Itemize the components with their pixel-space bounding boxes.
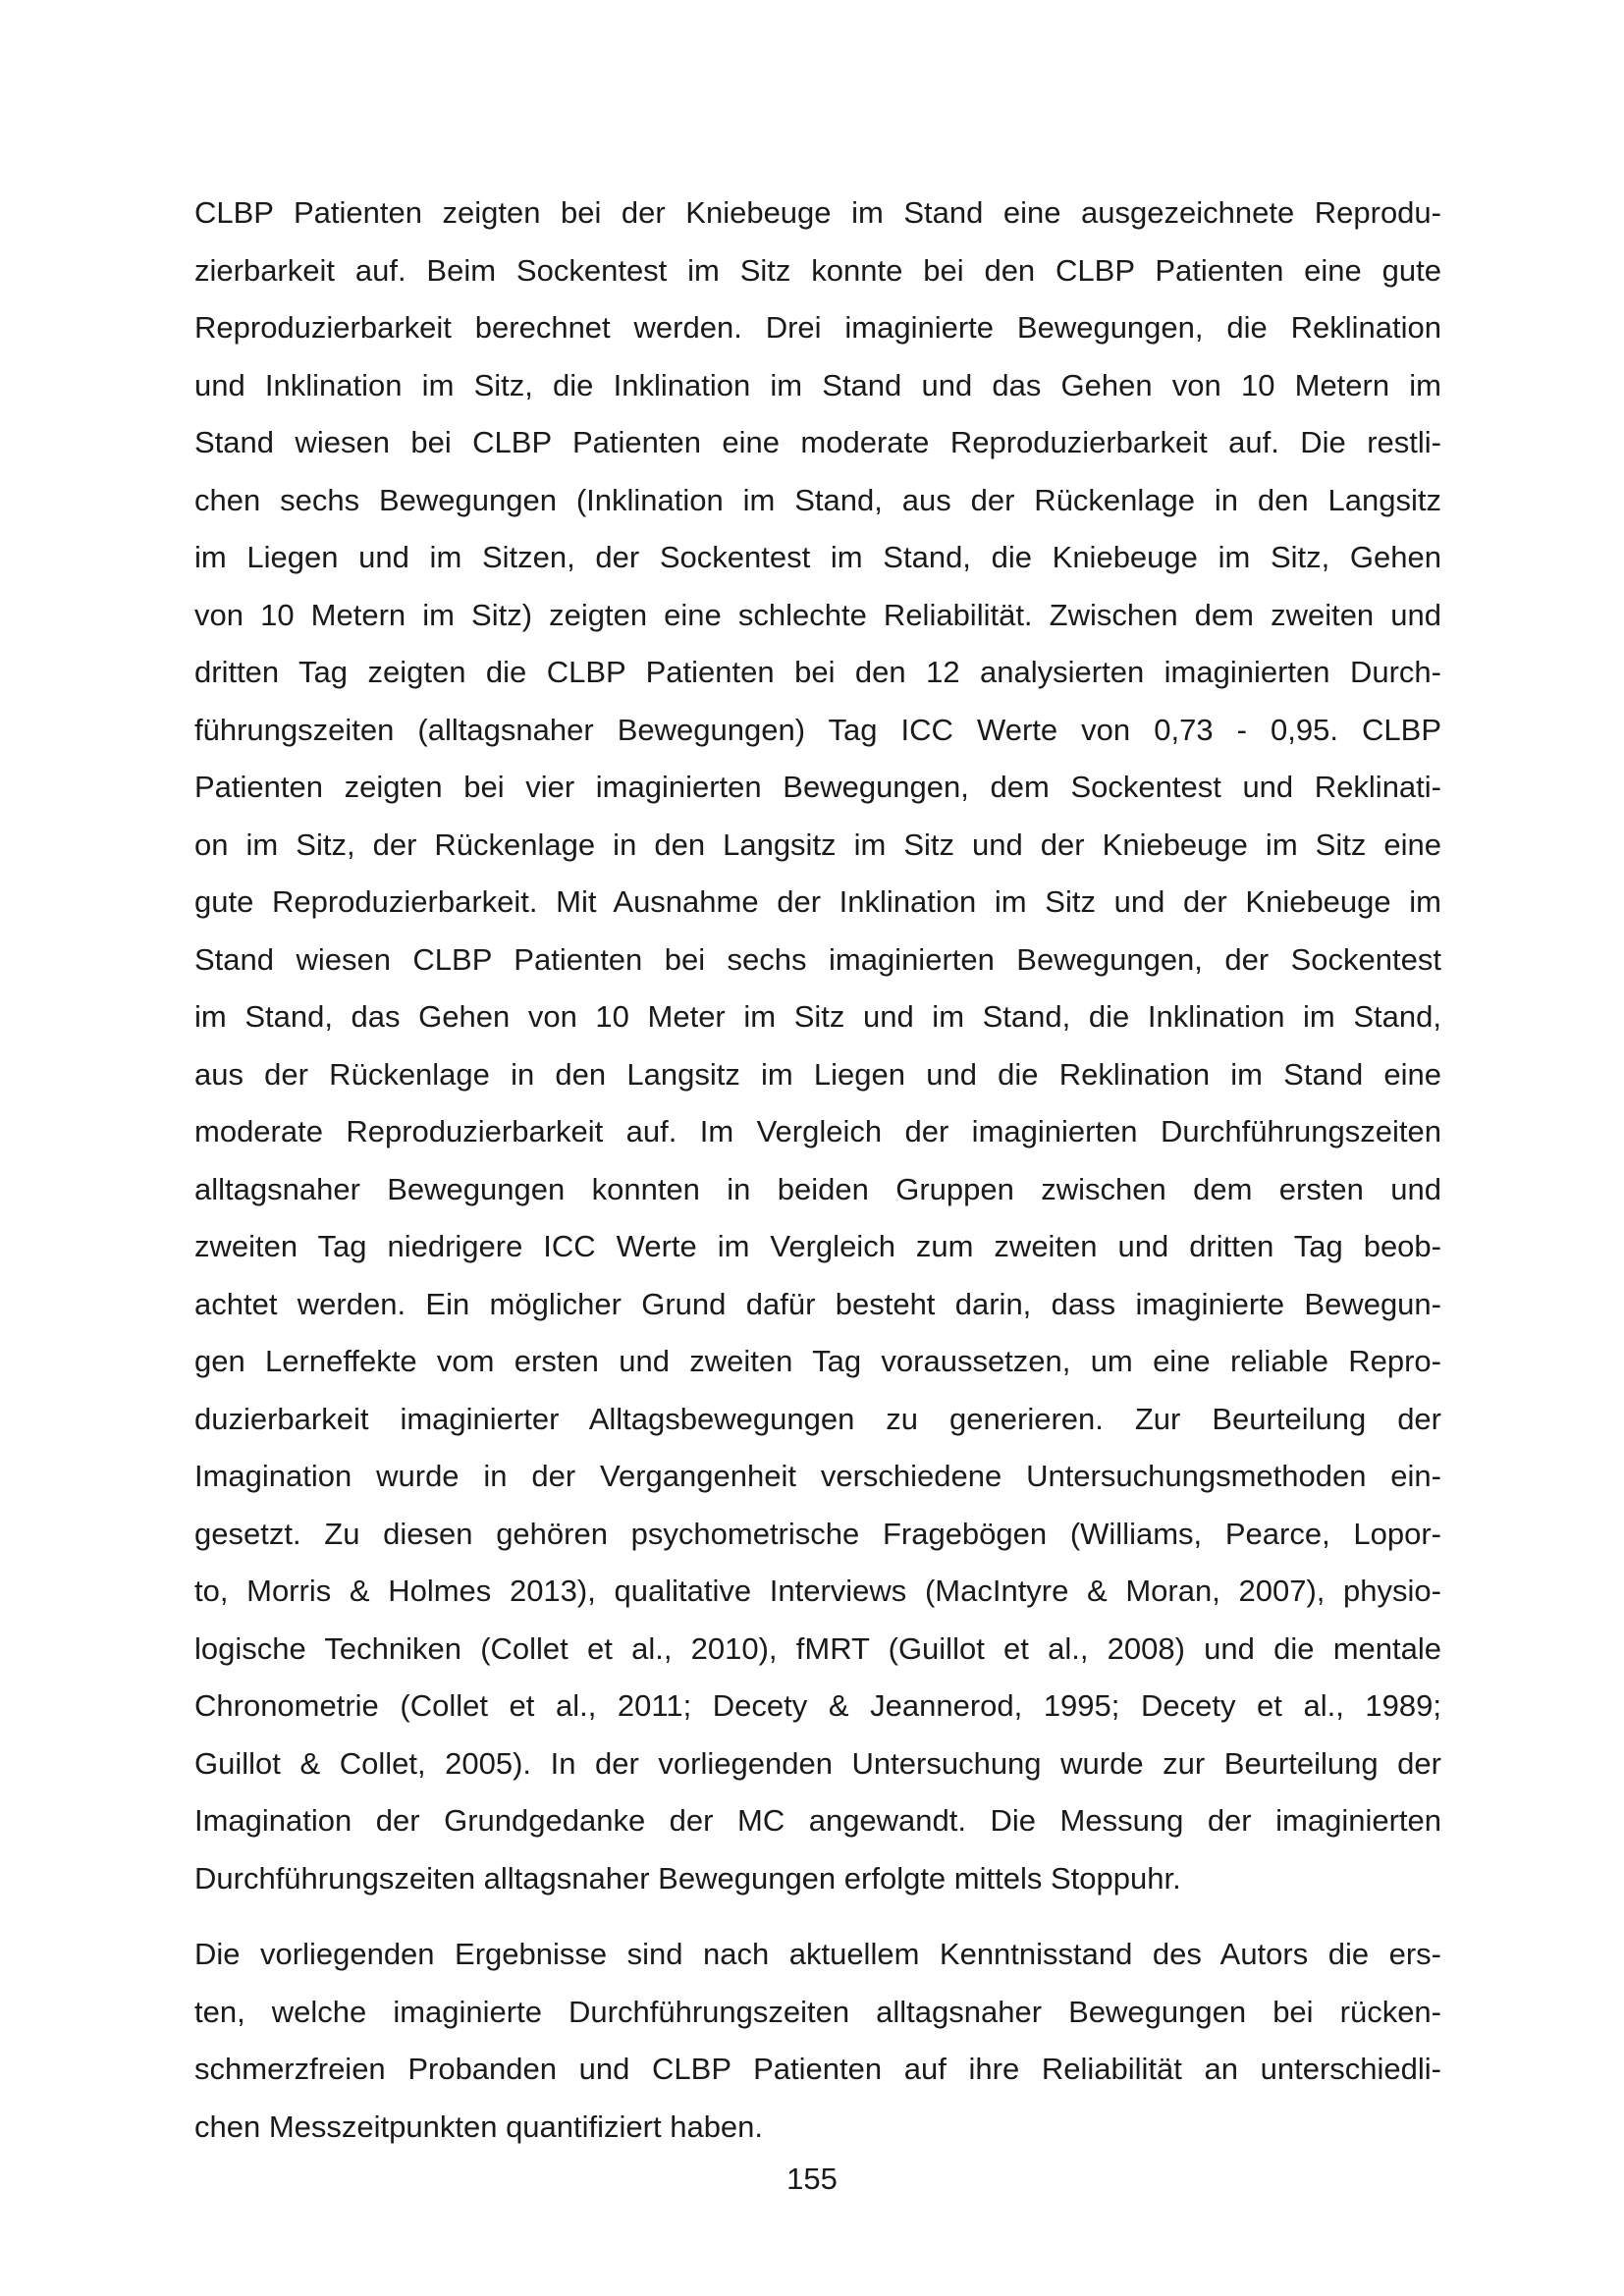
text-line: Durchführungszeiten alltagsnaher Bewegungen erfolgte mittels Stoppuhr.: [194, 1860, 1181, 1896]
text-line: moderate Reproduzierbarkeit auf. Im Vergleich der imaginierten Durchführungszeiten: [194, 1114, 1441, 1148]
text-line: Imagination wurde in der Vergangenheit verschiedene Untersuchungsmethoden ein-: [194, 1459, 1441, 1493]
text-line: Stand wiesen CLBP Patienten bei sechs imaginierten Bewegungen, der Sockentest: [194, 941, 1441, 977]
text-line: on im Sitz, der Rückenlage in den Langsitz im Sitz und der Kniebeuge im Sitz eine: [194, 827, 1441, 862]
paragraph-1: [194, 185, 1441, 1907]
paragraph-2: [194, 1926, 1441, 2156]
text-line: Stand wiesen bei CLBP Patienten eine moderate Reproduzierbarkeit auf. Die restli-: [194, 425, 1441, 459]
text-line: chen Messzeitpunkten quantifiziert haben.: [194, 2109, 764, 2144]
text-line: alltagsnaher Bewegungen konnten in beiden Gruppen zwischen dem ersten und: [194, 1171, 1441, 1206]
text-line: schmerzfreien Probanden und CLBP Patienten auf ihre Reliabilität an unterschiedli-: [194, 2052, 1441, 2086]
text-line: logische Techniken (Collet et al., 2010), fMRT (Guillot et al., 2008) und die mentale: [194, 1630, 1441, 1666]
text-line: achtet werden. Ein möglicher Grund dafür besteht darin, dass imaginierte Bewegun-: [194, 1286, 1441, 1321]
text-line: gen Lerneffekte vom ersten und zweiten Tag voraussetzen, um eine reliable Repro-: [194, 1344, 1441, 1378]
text-line: Imagination der Grundgedanke der MC angewandt. Die Messung der imaginierten: [194, 1803, 1441, 1838]
text-line: Reproduzierbarkeit berechnet werden. Drei imaginierte Bewegungen, die Reklination: [194, 310, 1441, 345]
text-line: duzierbarkeit imaginierter Alltagsbewegungen zu generieren. Zur Beurteilung der: [194, 1401, 1441, 1436]
text-line: CLBP Patienten zeigten bei der Kniebeuge im Stand eine ausgezeichnete Reprodu-: [194, 195, 1441, 230]
text-line: im Liegen und im Sitzen, der Sockentest im Stand, die Kniebeuge im Sitz, Gehen: [194, 540, 1441, 574]
text-line: von 10 Metern im Sitz) zeigten eine schlechte Reliabilität. Zwischen dem zweiten und: [194, 597, 1441, 632]
text-line: zierbarkeit auf. Beim Sockentest im Sitz konnte bei den CLBP Patienten eine gute: [194, 252, 1441, 288]
text-line: chen sechs Bewegungen (Inklination im Stand, aus der Rückenlage in den Langsitz: [194, 482, 1441, 517]
text-line: dritten Tag zeigten die CLBP Patienten bei den 12 analysierten imaginierten Durch-: [194, 655, 1441, 689]
text-line: Die vorliegenden Ergebnisse sind nach aktuellem Kenntnisstand des Autors die ers-: [194, 1937, 1441, 1971]
text-line: führungszeiten (alltagsnaher Bewegungen) Tag ICC Werte von 0,73 - 0,95. CLBP: [194, 712, 1441, 747]
text-line: gute Reproduzierbarkeit. Mit Ausnahme der Inklination im Sitz und der Kniebeuge im: [194, 884, 1441, 919]
text-line: Patienten zeigten bei vier imaginierten Bewegungen, dem Sockentest und Reklinati-: [194, 770, 1441, 804]
text-line: und Inklination im Sitz, die Inklination im Stand und das Gehen von 10 Metern im: [194, 367, 1441, 402]
text-line: gesetzt. Zu diesen gehören psychometrische Fragebögen (Williams, Pearce, Lopor-: [194, 1516, 1441, 1551]
text-line: im Stand, das Gehen von 10 Meter im Sitz und im Stand, die Inklination im Stand,: [194, 999, 1441, 1034]
text-line: ten, welche imaginierte Durchführungszeiten alltagsnaher Bewegungen bei rücken-: [194, 1994, 1441, 2029]
text-line: to, Morris & Holmes 2013), qualitative Interviews (MacIntyre & Moran, 2007), physio-: [194, 1574, 1441, 1608]
page-number: 155: [786, 2162, 838, 2196]
text-line: zweiten Tag niedrigere ICC Werte im Vergleich zum zweiten und dritten Tag beob-: [194, 1229, 1441, 1263]
text-line: Guillot & Collet, 2005). In der vorliegenden Untersuchung wurde zur Beurteilung der: [194, 1745, 1441, 1781]
text-line: Chronometrie (Collet et al., 2011; Decety & Jeannerod, 1995; Decety et al., 1989;: [194, 1688, 1441, 1723]
text-line: aus der Rückenlage in den Langsitz im Liegen und die Reklination im Stand eine: [194, 1056, 1441, 1092]
